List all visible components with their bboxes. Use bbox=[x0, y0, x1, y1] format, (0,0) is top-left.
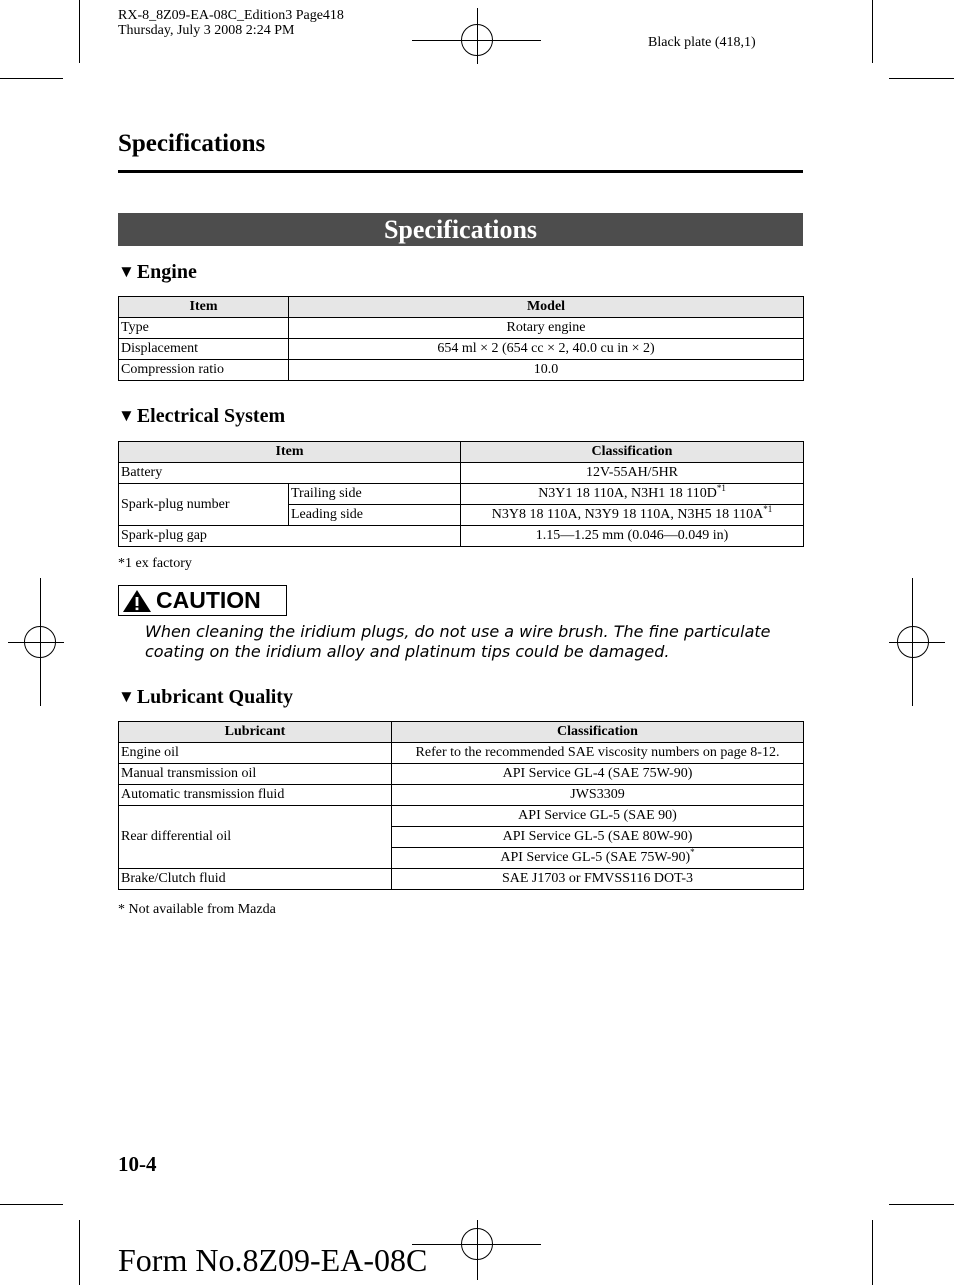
caution-label: CAUTION bbox=[156, 587, 261, 613]
value-cell: JWS3309 bbox=[392, 785, 804, 806]
item-cell: Compression ratio bbox=[119, 360, 289, 381]
item-cell: Type bbox=[119, 318, 289, 339]
page-title: Specifications bbox=[118, 130, 266, 157]
table-row bbox=[119, 764, 804, 785]
table-header-row bbox=[119, 722, 804, 743]
electrical-heading-text: Electrical System bbox=[136, 405, 286, 427]
registration-mark bbox=[24, 626, 56, 658]
table-row bbox=[119, 806, 804, 827]
item-cell: Battery bbox=[119, 463, 461, 484]
value-cell: 654 ml × 2 (654 cc × 2, 40.0 cu in × 2) bbox=[289, 339, 804, 360]
column-header: Lubricant bbox=[119, 722, 392, 743]
table-row bbox=[119, 869, 804, 890]
column-header: Model bbox=[289, 297, 804, 318]
item-cell: Displacement bbox=[119, 339, 289, 360]
registration-mark bbox=[897, 626, 929, 658]
value-text: N3Y1 18 110A, N3H1 18 110D bbox=[538, 486, 717, 501]
file-info-line1: RX-8_8Z09-EA-08C_Edition3 Page418 bbox=[118, 8, 344, 23]
value-cell bbox=[461, 484, 804, 505]
title-rule bbox=[118, 170, 803, 173]
table-row bbox=[119, 360, 804, 381]
crop-mark bbox=[0, 1204, 63, 1205]
file-info bbox=[118, 8, 344, 38]
crop-mark bbox=[889, 78, 954, 79]
triangle-down-icon: ▼ bbox=[118, 262, 135, 281]
value-cell: Rotary engine bbox=[289, 318, 804, 339]
registration-mark bbox=[461, 1228, 493, 1260]
column-header: Classification bbox=[392, 722, 804, 743]
engine-heading bbox=[118, 261, 197, 284]
table-header-row bbox=[119, 442, 804, 463]
item-cell: Automatic transmission fluid bbox=[119, 785, 392, 806]
value-cell: API Service GL-4 (SAE 75W-90) bbox=[392, 764, 804, 785]
engine-heading-text: Engine bbox=[136, 261, 197, 283]
footnote-mark: * bbox=[690, 847, 695, 857]
lubricant-table bbox=[118, 721, 804, 890]
footnote-mark: *1 bbox=[763, 504, 773, 514]
table-row bbox=[119, 484, 804, 505]
file-info-line2: Thursday, July 3 2008 2:24 PM bbox=[118, 23, 295, 38]
lubricant-heading-text: Lubricant Quality bbox=[136, 686, 293, 708]
column-header: Item bbox=[119, 442, 461, 463]
crop-mark bbox=[872, 1220, 873, 1285]
value-cell: API Service GL-5 (SAE 80W-90) bbox=[392, 827, 804, 848]
item-cell: Spark-plug gap bbox=[119, 526, 461, 547]
caution-box bbox=[118, 585, 287, 616]
column-header: Item bbox=[119, 297, 289, 318]
footnote-mark: *1 bbox=[716, 483, 726, 493]
electrical-heading bbox=[118, 405, 285, 428]
triangle-down-icon: ▼ bbox=[118, 406, 135, 425]
warning-icon bbox=[122, 589, 152, 613]
table-row bbox=[119, 743, 804, 764]
value-cell: API Service GL-5 (SAE 90) bbox=[392, 806, 804, 827]
page-number: 10-4 bbox=[118, 1152, 157, 1176]
engine-table bbox=[118, 296, 804, 381]
subitem-cell: Trailing side bbox=[289, 484, 461, 505]
subitem-cell: Leading side bbox=[289, 505, 461, 526]
lubricant-footnote: * Not available from Mazda bbox=[118, 902, 276, 917]
lubricant-heading bbox=[118, 686, 293, 709]
table-row bbox=[119, 785, 804, 806]
crop-mark bbox=[0, 78, 63, 79]
table-row bbox=[119, 339, 804, 360]
table-header-row bbox=[119, 297, 804, 318]
table-row bbox=[119, 526, 804, 547]
electrical-footnote: *1 ex factory bbox=[118, 556, 192, 571]
electrical-table bbox=[118, 441, 804, 547]
table-row bbox=[119, 318, 804, 339]
registration-mark bbox=[461, 24, 493, 56]
section-banner: Specifications bbox=[118, 213, 803, 246]
value-cell bbox=[461, 505, 804, 526]
value-cell: SAE J1703 or FMVSS116 DOT-3 bbox=[392, 869, 804, 890]
crop-mark bbox=[872, 0, 873, 63]
triangle-down-icon: ▼ bbox=[118, 687, 135, 706]
value-cell: Refer to the recommended SAE viscosity numbers on page 8-12. bbox=[392, 743, 804, 764]
caution-text: When cleaning the iridium plugs, do not use a wire brush. The fine particulate coating on the iridium alloy and platinum tips could be damaged. bbox=[145, 622, 771, 661]
value-cell bbox=[392, 848, 804, 869]
value-text: N3Y8 18 110A, N3Y9 18 110A, N3H5 18 110A bbox=[491, 507, 764, 522]
crop-mark bbox=[79, 0, 80, 63]
item-cell: Manual transmission oil bbox=[119, 764, 392, 785]
crop-mark bbox=[889, 1204, 954, 1205]
crop-mark bbox=[79, 1220, 80, 1285]
value-text: API Service GL-5 (SAE 75W-90) bbox=[500, 850, 691, 865]
item-cell: Brake/Clutch fluid bbox=[119, 869, 392, 890]
item-cell: Rear differential oil bbox=[119, 806, 392, 869]
plate-label: Black plate (418,1) bbox=[648, 35, 756, 50]
item-cell: Spark-plug number bbox=[119, 484, 289, 526]
value-cell: 12V-55AH/5HR bbox=[461, 463, 804, 484]
table-row bbox=[119, 463, 804, 484]
item-cell: Engine oil bbox=[119, 743, 392, 764]
value-cell: 10.0 bbox=[289, 360, 804, 381]
column-header: Classification bbox=[461, 442, 804, 463]
value-cell: 1.15—1.25 mm (0.046—0.049 in) bbox=[461, 526, 804, 547]
form-number: Form No.8Z09-EA-08C bbox=[118, 1242, 428, 1278]
